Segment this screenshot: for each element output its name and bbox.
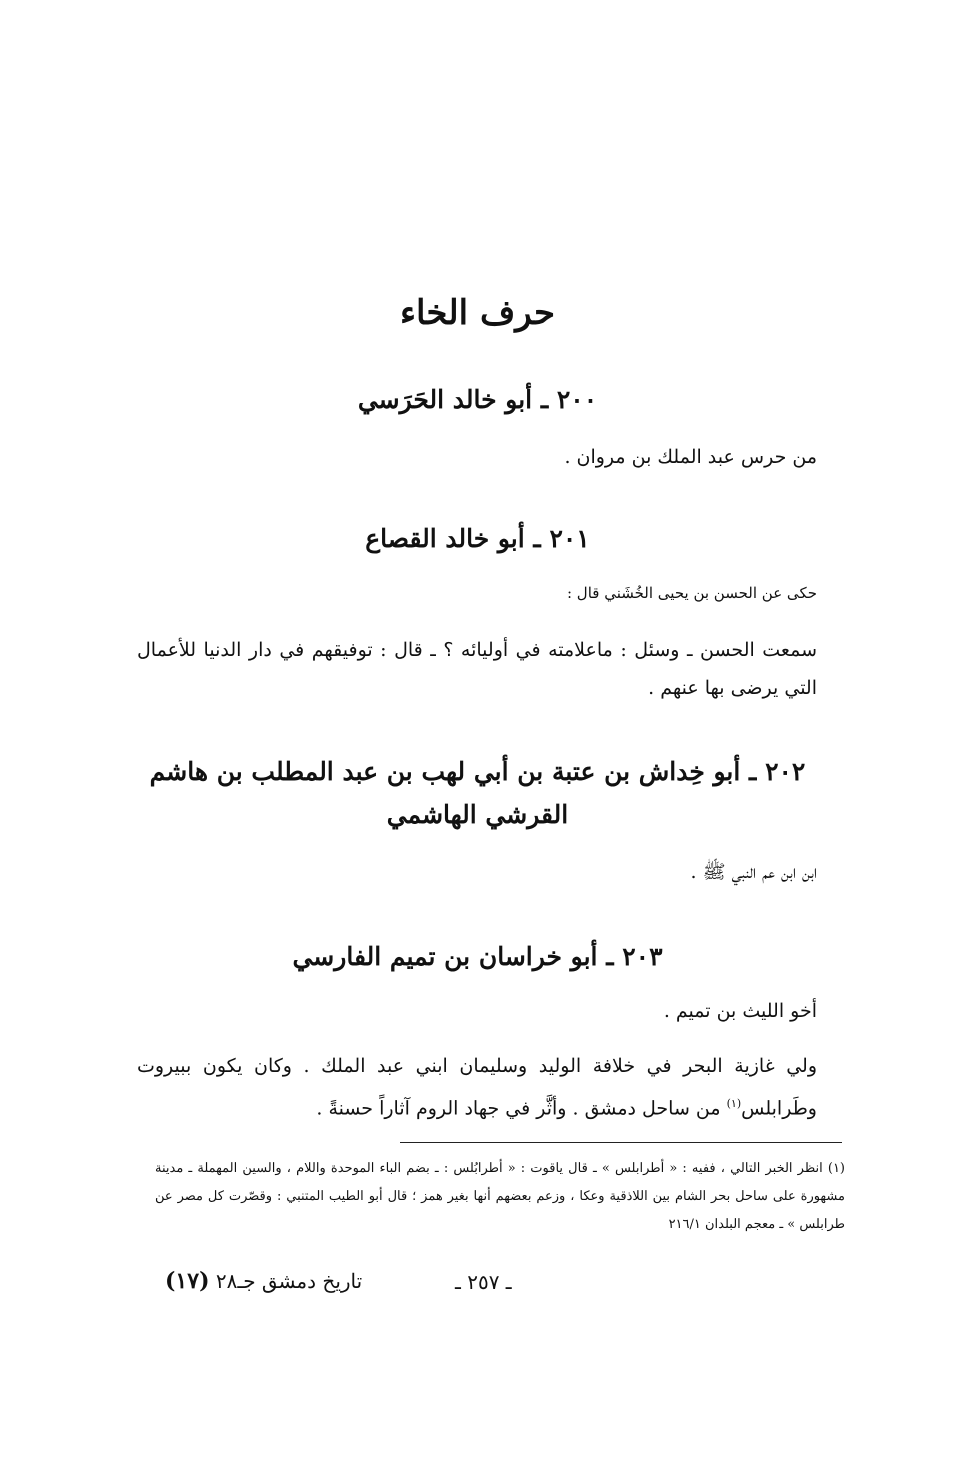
entry-heading-202: ٢٠٢ ـ أبو خِداش بن عتبة بن أبي لهب بن عبد المطلب بن هاشم xyxy=(149,757,806,786)
footnote-ref-mark: (١) xyxy=(726,1097,742,1110)
chapter-title: حرف الخاء xyxy=(400,293,555,333)
entry-201-intro: حكى عن الحسن بن يحيى الخُشَني قال : xyxy=(566,584,817,602)
entry-heading-202-line2: القرشي الهاشمي xyxy=(386,800,569,829)
entry-203-text: أخو الليث بن تميم . xyxy=(663,1000,817,1022)
entry-200-text: من حرس عبد الملك بن مروان . xyxy=(564,446,817,468)
running-footer xyxy=(165,1268,362,1294)
entry-heading-201: ٢٠١ ـ أبو خالد القصاع xyxy=(365,524,590,553)
entry-heading-200: ٢٠٠ ـ أبو خالد الحَرَسي xyxy=(357,385,598,414)
entry-203-paragraph-part2: من ساحل دمشق . وأثَّر في جهاد الروم آثاراً حسنةً . xyxy=(316,1097,727,1120)
footer-volume-mark: (١٧) xyxy=(165,1268,210,1294)
entry-202-text: ابن ابن عم النبي ﷺ . xyxy=(690,861,817,883)
entry-heading-203: ٢٠٣ ـ أبو خراسان بن تميم الفارسي xyxy=(292,942,663,971)
footnote-divider xyxy=(400,1142,842,1143)
entry-203-paragraph-part1: ولي غازية البحر في خلافة الوليد وسليمان ابني عبد الملك . وكان يكون ببيروت وطَرابلس xyxy=(137,1055,817,1120)
entry-203-paragraph xyxy=(137,1047,817,1127)
footer-book-title: تاريخ دمشق جـ٢٨ xyxy=(215,1269,363,1293)
footnote: (١) انظر الخبر التالي ، ففيه : « أطرابلس » ـ قال ياقوت : « أطرابُلس : ـ بضم الباء الموحدة واللام ، والسين المهملة ـ مدينة مشهورة على ساحل بحر الشام بين اللاذقية وعكا ، وزعم بعضهم أنها بغير همز ؛ قال أبو الطيب المتنبي : وقصّرت كل مصر عن طرابلس » ـ معجم البلدان ٢١٦/١ xyxy=(155,1161,845,1232)
entry-201-paragraph: سمعت الحسن ـ وسئل : ماعلامته في أوليائه ؟ ـ قال : توفيقهم في دار الدنيا للأعمال التي يرضى بها عنهم . xyxy=(137,639,817,699)
page-number: ـ ٢٥٧ ـ xyxy=(455,1270,512,1294)
